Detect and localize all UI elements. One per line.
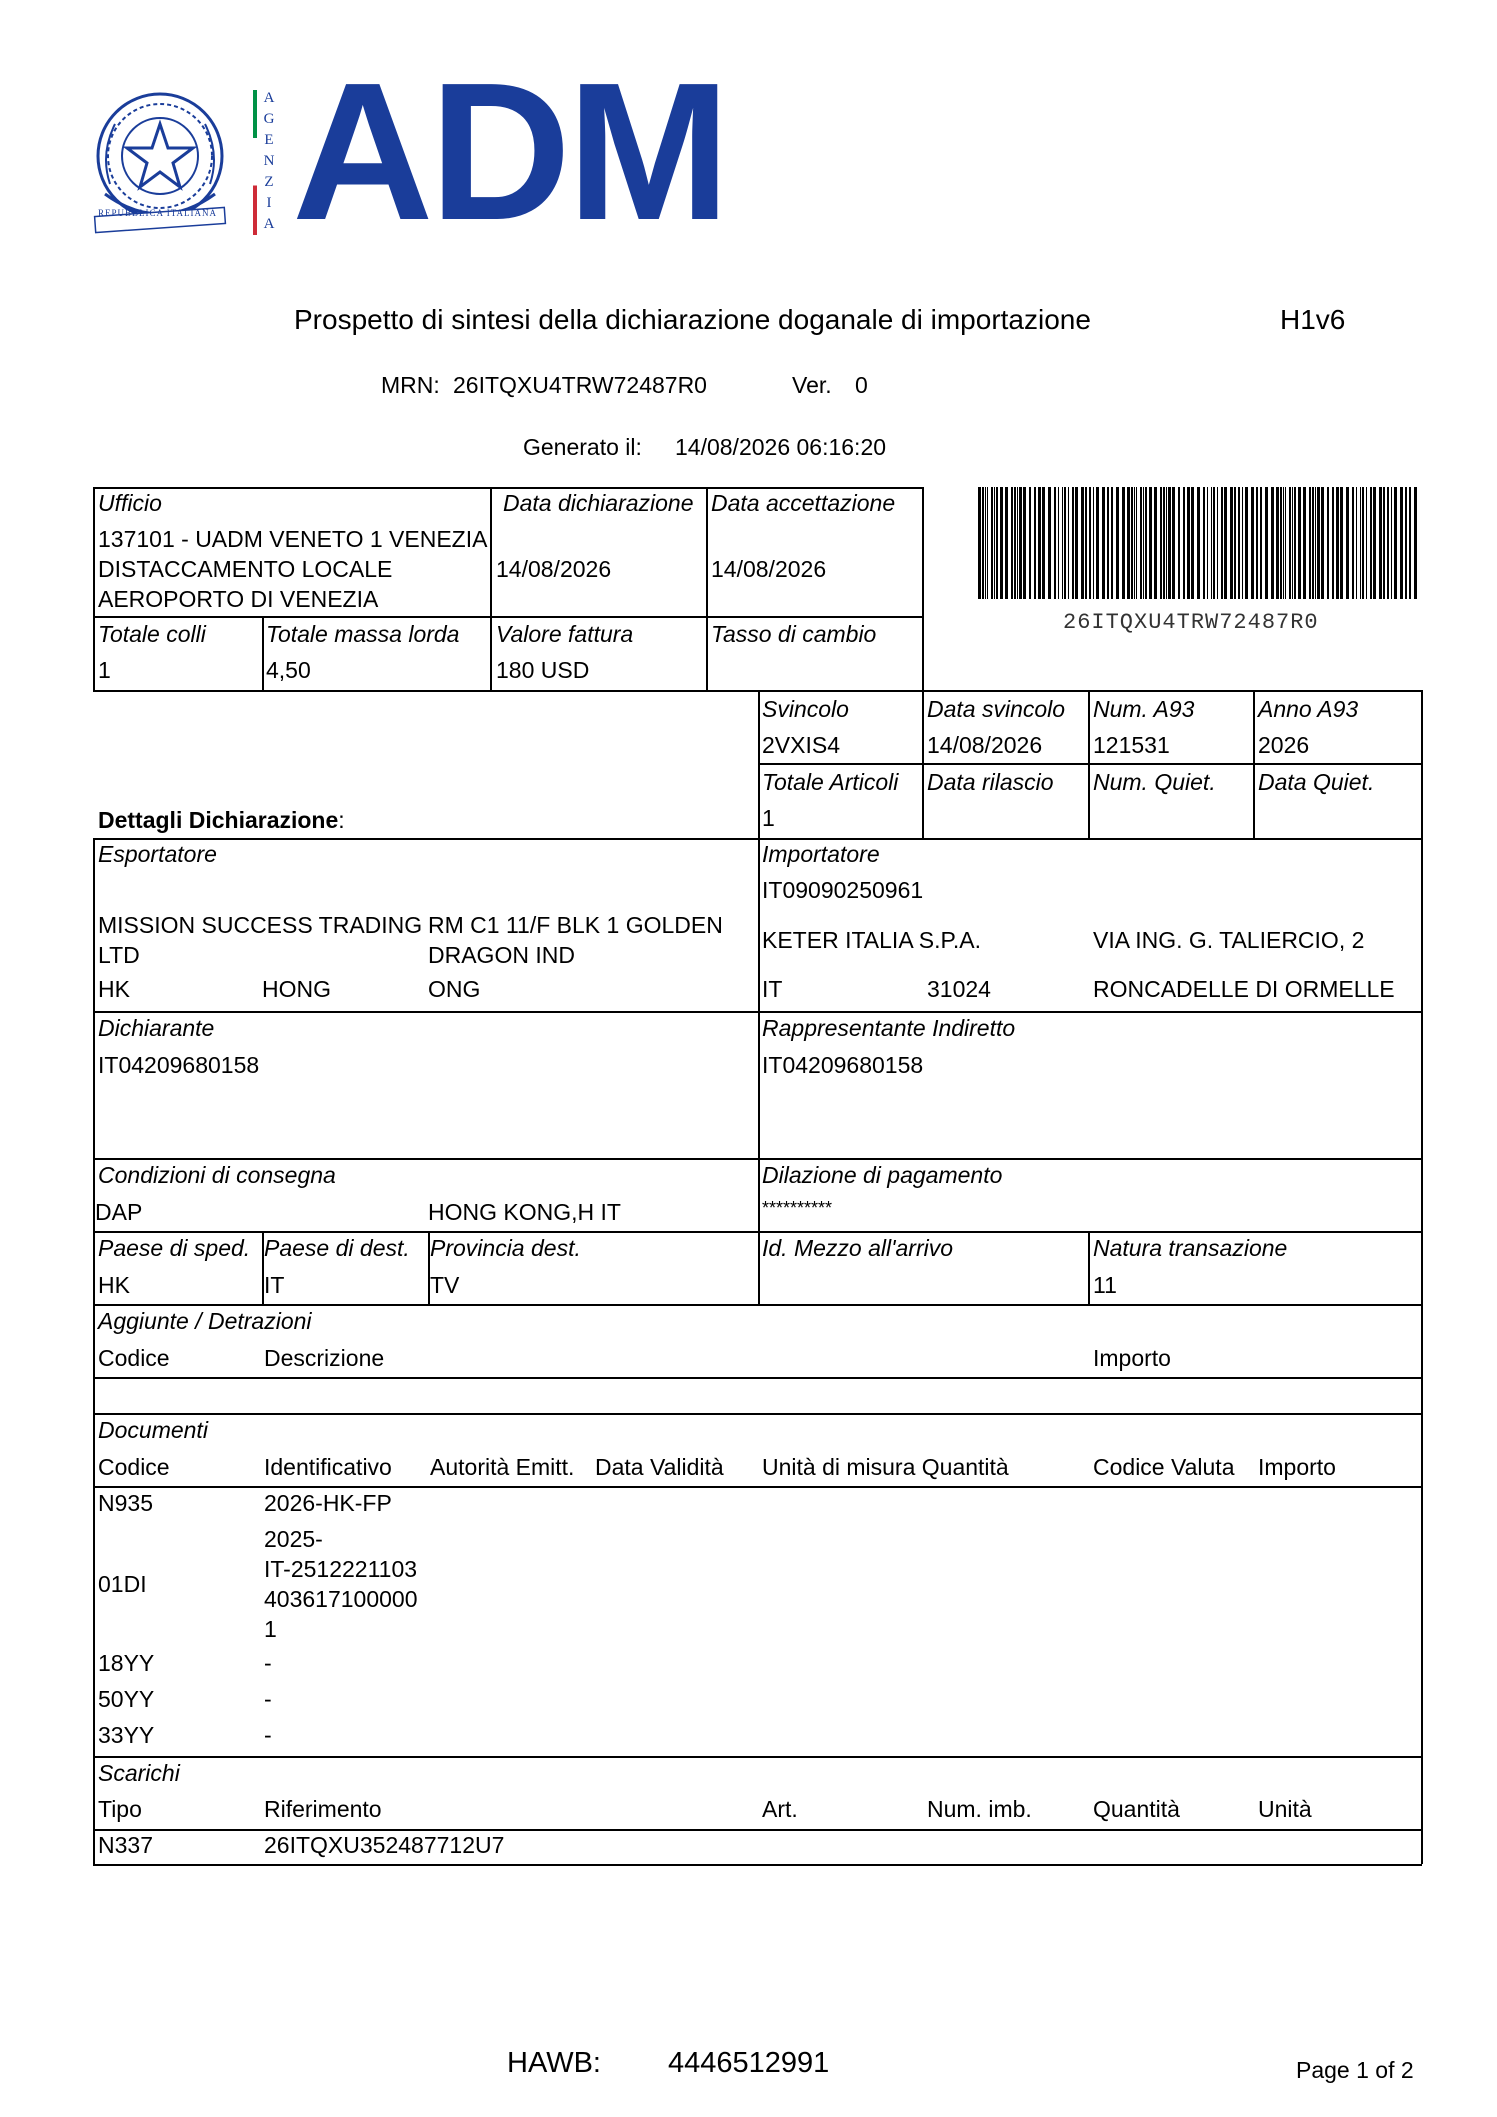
num-a93-value: 121531 bbox=[1093, 732, 1170, 758]
barcode-bar bbox=[1064, 487, 1066, 599]
dilazione-label: Dilazione di pagamento bbox=[762, 1162, 1003, 1188]
emblem-seal-icon bbox=[90, 84, 230, 244]
mezzo-label: Id. Mezzo all'arrivo bbox=[762, 1235, 954, 1261]
barcode-bar bbox=[1011, 487, 1013, 599]
dichiarante-value: IT04209680158 bbox=[98, 1052, 260, 1078]
paese-dest-label: Paese di dest. bbox=[264, 1235, 410, 1261]
barcode-bar bbox=[1166, 487, 1167, 599]
barcode-bar bbox=[1251, 487, 1254, 599]
barcode-bar bbox=[1042, 487, 1045, 599]
barcode-bar bbox=[1085, 487, 1087, 599]
barcode-bar bbox=[1379, 487, 1382, 599]
barcode-bar bbox=[1234, 487, 1236, 599]
num-quiet-label: Num. Quiet. bbox=[1093, 769, 1216, 795]
documenti-label: Documenti bbox=[98, 1417, 208, 1443]
barcode-bar bbox=[1017, 487, 1018, 599]
svincolo-value: 2VXIS4 bbox=[762, 732, 840, 758]
barcode-bar bbox=[1285, 487, 1286, 599]
barcode-bar bbox=[1400, 487, 1403, 599]
data-acc-value: 14/08/2026 bbox=[711, 556, 827, 582]
barcode-bar bbox=[1111, 487, 1113, 599]
anno-a93-value: 2026 bbox=[1258, 732, 1310, 758]
provincia-value: TV bbox=[430, 1272, 460, 1298]
svincolo-label: Svincolo bbox=[762, 696, 849, 722]
doc-header-codice: Codice bbox=[98, 1454, 170, 1480]
barcode-bar bbox=[1315, 487, 1316, 599]
aggiunte-col-descrizione: Descrizione bbox=[264, 1345, 385, 1371]
doc-row-2-id-3: 403617100000 bbox=[264, 1586, 418, 1612]
importatore-cap: 31024 bbox=[927, 976, 991, 1002]
barcode-bar bbox=[1019, 487, 1022, 599]
barcode-bar bbox=[1336, 487, 1339, 599]
importatore-address: VIA ING. G. TALIERCIO, 2 bbox=[1093, 927, 1365, 953]
consegna-place: HONG KONG,H IT bbox=[428, 1199, 621, 1225]
barcode-bar bbox=[1131, 487, 1133, 599]
barcode-bar bbox=[1352, 487, 1354, 599]
aggiunte-label: Aggiunte / Detrazioni bbox=[98, 1308, 312, 1334]
barcode-bar bbox=[1405, 487, 1407, 599]
barcode-bar bbox=[1122, 487, 1125, 599]
data-dich-label: Data dichiarazione bbox=[503, 490, 694, 516]
barcode-bar bbox=[1276, 487, 1279, 599]
generated-label: Generato il: bbox=[523, 434, 642, 460]
barcode-bar bbox=[1058, 487, 1059, 599]
seal-text: REPUBBLICA ITALIANA bbox=[98, 208, 218, 218]
tot-art-value: 1 bbox=[762, 805, 775, 831]
esportatore-address-1: RM C1 11/F BLK 1 GOLDEN bbox=[428, 912, 723, 938]
barcode-bar bbox=[1362, 487, 1364, 599]
agency-vertical-text: A G E N Z I A bbox=[263, 90, 275, 232]
doc-row-5-codice: 33YY bbox=[98, 1722, 155, 1748]
barcode-bar bbox=[1294, 487, 1296, 599]
barcode-bar bbox=[1317, 487, 1320, 599]
barcode-bar bbox=[1168, 487, 1171, 599]
barcode-bar bbox=[991, 487, 993, 599]
barcode-bar bbox=[1081, 487, 1084, 599]
barcode-bar bbox=[1230, 487, 1233, 599]
importatore-city: RONCADELLE DI ORMELLE bbox=[1093, 976, 1395, 1002]
barcode-bar bbox=[1203, 487, 1205, 599]
esportatore-city: HONG bbox=[262, 976, 331, 1002]
doc-row-3-codice: 18YY bbox=[98, 1650, 155, 1676]
barcode-bar bbox=[1038, 487, 1041, 599]
doc-header-data-validita: Data Validità bbox=[595, 1454, 724, 1480]
data-dich-value: 14/08/2026 bbox=[496, 556, 612, 582]
barcode-bar bbox=[1283, 487, 1284, 599]
natura-label: Natura transazione bbox=[1093, 1235, 1288, 1261]
ver-label: Ver. bbox=[792, 372, 832, 398]
scarichi-header-art: Art. bbox=[762, 1796, 798, 1822]
barcode-bar bbox=[1356, 487, 1357, 599]
barcode-bar bbox=[1370, 487, 1372, 599]
paese-sped-label: Paese di sped. bbox=[98, 1235, 251, 1261]
esportatore-extra: ONG bbox=[428, 976, 481, 1002]
barcode-bar bbox=[1127, 487, 1130, 599]
doc-row-4-id: - bbox=[264, 1686, 272, 1712]
barcode-bar bbox=[1143, 487, 1144, 599]
barcode-bar bbox=[996, 487, 998, 599]
barcode-bar bbox=[1298, 487, 1301, 599]
totale-colli-value: 1 bbox=[98, 657, 111, 683]
esportatore-country: HK bbox=[98, 976, 130, 1002]
aggiunte-col-codice: Codice bbox=[98, 1345, 170, 1371]
generated-value: 14/08/2026 06:16:20 bbox=[675, 434, 887, 460]
barcode-bar bbox=[1409, 487, 1411, 599]
barcode-bar bbox=[1387, 487, 1389, 599]
num-a93-label: Num. A93 bbox=[1093, 696, 1195, 722]
importatore-country: IT bbox=[762, 976, 783, 1002]
barcode-bar bbox=[1149, 487, 1152, 599]
barcode-bar bbox=[1140, 487, 1142, 599]
barcode-bar bbox=[1213, 487, 1215, 599]
barcode-bar bbox=[1068, 487, 1069, 599]
doc-header-codice-valuta: Codice Valuta bbox=[1093, 1454, 1235, 1480]
valore-label: Valore fattura bbox=[496, 621, 634, 647]
rappresentante-label: Rappresentante Indiretto bbox=[762, 1015, 1016, 1041]
barcode-bar bbox=[1089, 487, 1091, 599]
page-number: Page 1 of 2 bbox=[1296, 2057, 1414, 2083]
barcode-bar bbox=[1211, 487, 1212, 599]
doc-row-5-id: - bbox=[264, 1722, 272, 1748]
barcode-bar bbox=[1224, 487, 1227, 599]
barcode-bar bbox=[1048, 487, 1051, 599]
barcode-bar bbox=[987, 487, 988, 599]
scarichi-row-tipo: N337 bbox=[98, 1832, 153, 1858]
barcode-bar bbox=[1289, 487, 1291, 599]
barcode-bar bbox=[1093, 487, 1094, 599]
barcode-bar bbox=[1346, 487, 1349, 599]
barcode-bar bbox=[1265, 487, 1268, 599]
barcode-bar bbox=[1221, 487, 1223, 599]
consegna-code: DAP bbox=[95, 1199, 143, 1225]
barcode-bar bbox=[1383, 487, 1385, 599]
barcode-bar bbox=[1271, 487, 1274, 599]
barcode-bar bbox=[1321, 487, 1324, 599]
barcode-bar bbox=[1366, 487, 1367, 599]
barcode-bar bbox=[1072, 487, 1074, 599]
barcode-bar bbox=[1312, 487, 1314, 599]
barcode-bar bbox=[1034, 487, 1036, 599]
barcode-bar bbox=[1238, 487, 1240, 599]
esportatore-label: Esportatore bbox=[98, 841, 217, 867]
barcode-bar bbox=[1309, 487, 1311, 599]
barcode-bar bbox=[1197, 487, 1200, 599]
barcode-bar bbox=[1154, 487, 1157, 599]
barcode-bar bbox=[978, 487, 981, 599]
adm-logo bbox=[90, 42, 750, 261]
ufficio-line-1: 137101 - UADM VENETO 1 VENEZIA bbox=[98, 526, 488, 552]
barcode-bar bbox=[1191, 487, 1194, 599]
barcode-bar bbox=[1116, 487, 1119, 599]
barcode-bar bbox=[1187, 487, 1190, 599]
barcode-bar bbox=[985, 487, 986, 599]
barcode-bar bbox=[1332, 487, 1334, 599]
barcode-bar bbox=[1000, 487, 1003, 599]
doc-header-importo: Importo bbox=[1258, 1454, 1336, 1480]
esportatore-name-1: MISSION SUCCESS TRADING bbox=[98, 912, 423, 938]
doc-header-identificativo: Identificativo bbox=[264, 1454, 392, 1480]
barcode-bar bbox=[982, 487, 984, 599]
barcode-bar bbox=[1327, 487, 1329, 599]
data-ril-label: Data rilascio bbox=[927, 769, 1054, 795]
data-svincolo-label: Data svincolo bbox=[927, 696, 1066, 722]
doc-header-autorita: Autorità Emitt. bbox=[430, 1454, 575, 1480]
paese-sped-value: HK bbox=[98, 1272, 130, 1298]
barcode-bar bbox=[1096, 487, 1099, 599]
barcode-bar bbox=[1178, 487, 1180, 599]
scarichi-label: Scarichi bbox=[98, 1760, 180, 1786]
doc-row-2-codice: 01DI bbox=[98, 1571, 147, 1597]
barcode-bar bbox=[1242, 487, 1243, 599]
ufficio-label: Ufficio bbox=[98, 490, 162, 516]
ver-value: 0 bbox=[855, 372, 868, 398]
barcode-bar bbox=[1054, 487, 1056, 599]
importatore-name: KETER ITALIA S.P.A. bbox=[762, 927, 982, 953]
barcode-bar bbox=[1134, 487, 1135, 599]
brand-name: ADM bbox=[292, 42, 727, 261]
data-quiet-label: Data Quiet. bbox=[1258, 769, 1375, 795]
totale-colli-label: Totale colli bbox=[98, 621, 206, 647]
importatore-id: IT09090250961 bbox=[762, 877, 924, 903]
esportatore-address-2: DRAGON IND bbox=[428, 942, 575, 968]
barcode-bar bbox=[1260, 487, 1262, 599]
provincia-label: Provincia dest. bbox=[430, 1235, 581, 1261]
scarichi-header-num-imb: Num. imb. bbox=[927, 1796, 1032, 1822]
barcode-bar bbox=[1292, 487, 1293, 599]
barcode-bar bbox=[1160, 487, 1162, 599]
barcode-bar bbox=[1107, 487, 1109, 599]
doc-row-2-id-2: IT-2512221103 bbox=[264, 1556, 418, 1582]
dilazione-value: ********** bbox=[762, 1198, 833, 1218]
rappresentante-value: IT04209680158 bbox=[762, 1052, 924, 1078]
scarichi-header-tipo: Tipo bbox=[98, 1796, 142, 1822]
doc-header-unita-quantita: Unità di misura Quantità bbox=[762, 1454, 1009, 1480]
barcode bbox=[978, 487, 1422, 599]
importatore-label: Importatore bbox=[762, 841, 880, 867]
data-acc-label: Data accettazione bbox=[711, 490, 896, 516]
ufficio-line-3: AEROPORTO DI VENEZIA bbox=[98, 586, 379, 612]
barcode-bar bbox=[1183, 487, 1185, 599]
scarichi-header-quantita: Quantità bbox=[1093, 1796, 1180, 1822]
barcode-bar bbox=[1280, 487, 1282, 599]
barcode-bar bbox=[1163, 487, 1165, 599]
barcode-bar bbox=[1005, 487, 1008, 599]
doc-row-1-id: 2026-HK-FP bbox=[264, 1490, 392, 1516]
aggiunte-col-importo: Importo bbox=[1093, 1345, 1171, 1371]
barcode-bar bbox=[1172, 487, 1175, 599]
barcode-bar bbox=[1029, 487, 1031, 599]
barcode-bar bbox=[1245, 487, 1248, 599]
barcode-bar bbox=[1023, 487, 1026, 599]
details-heading bbox=[98, 805, 345, 835]
data-svincolo-value: 14/08/2026 bbox=[927, 732, 1043, 758]
barcode-bar bbox=[1145, 487, 1147, 599]
hawb-value: 4446512991 bbox=[668, 2047, 830, 2079]
dichiarante-label: Dichiarante bbox=[98, 1015, 215, 1041]
barcode-bar bbox=[1256, 487, 1258, 599]
barcode-bar bbox=[1394, 487, 1397, 599]
barcode-bar bbox=[1102, 487, 1105, 599]
anno-a93-label: Anno A93 bbox=[1258, 696, 1359, 722]
mrn-label: MRN: bbox=[381, 372, 440, 398]
tot-art-label: Totale Articoli bbox=[762, 769, 899, 795]
details-heading-text: Dettagli Dichiarazione bbox=[98, 807, 339, 833]
scarichi-header-unita: Unità bbox=[1258, 1796, 1312, 1822]
esportatore-name-2: LTD bbox=[98, 942, 140, 968]
version-code: H1v6 bbox=[1280, 304, 1346, 335]
massa-value: 4,50 bbox=[266, 657, 311, 683]
mrn-value: 26ITQXU4TRW72487R0 bbox=[453, 372, 707, 398]
barcode-bar bbox=[1075, 487, 1078, 599]
doc-row-2-id-1: 2025- bbox=[264, 1526, 323, 1552]
natura-value: 11 bbox=[1093, 1272, 1117, 1298]
barcode-bar bbox=[1136, 487, 1137, 599]
barcode-bar bbox=[1014, 487, 1016, 599]
barcode-bar bbox=[1391, 487, 1392, 599]
barcode-bar bbox=[1414, 487, 1417, 599]
barcode-bar bbox=[994, 487, 995, 599]
doc-row-2-id-4: 1 bbox=[264, 1616, 277, 1642]
doc-row-3-id: - bbox=[264, 1650, 272, 1676]
barcode-bar bbox=[1360, 487, 1361, 599]
ufficio-line-2: DISTACCAMENTO LOCALE bbox=[98, 556, 393, 582]
barcode-bar bbox=[1062, 487, 1063, 599]
consegna-label: Condizioni di consegna bbox=[98, 1162, 336, 1188]
details-heading-colon: : bbox=[338, 807, 345, 833]
scarichi-row-riferimento: 26ITQXU352487712U7 bbox=[264, 1832, 505, 1858]
barcode-text: 26ITQXU4TRW72487R0 bbox=[1063, 610, 1319, 635]
paese-dest-value: IT bbox=[264, 1272, 285, 1298]
hawb-label: HAWB: bbox=[507, 2047, 601, 2079]
doc-row-4-codice: 50YY bbox=[98, 1686, 155, 1712]
scarichi-header-riferimento: Riferimento bbox=[264, 1796, 382, 1822]
tasso-label: Tasso di cambio bbox=[711, 621, 877, 647]
massa-label: Totale massa lorda bbox=[266, 621, 460, 647]
barcode-bar bbox=[1217, 487, 1218, 599]
barcode-bar bbox=[1340, 487, 1343, 599]
flag-bar bbox=[253, 90, 257, 235]
doc-row-1-codice: N935 bbox=[98, 1490, 153, 1516]
page-title: Prospetto di sintesi della dichiarazione doganale di importazione bbox=[294, 304, 1091, 335]
barcode-bar bbox=[1373, 487, 1376, 599]
valore-value: 180 USD bbox=[496, 657, 590, 683]
barcode-bar bbox=[1303, 487, 1306, 599]
barcode-bar bbox=[1207, 487, 1208, 599]
